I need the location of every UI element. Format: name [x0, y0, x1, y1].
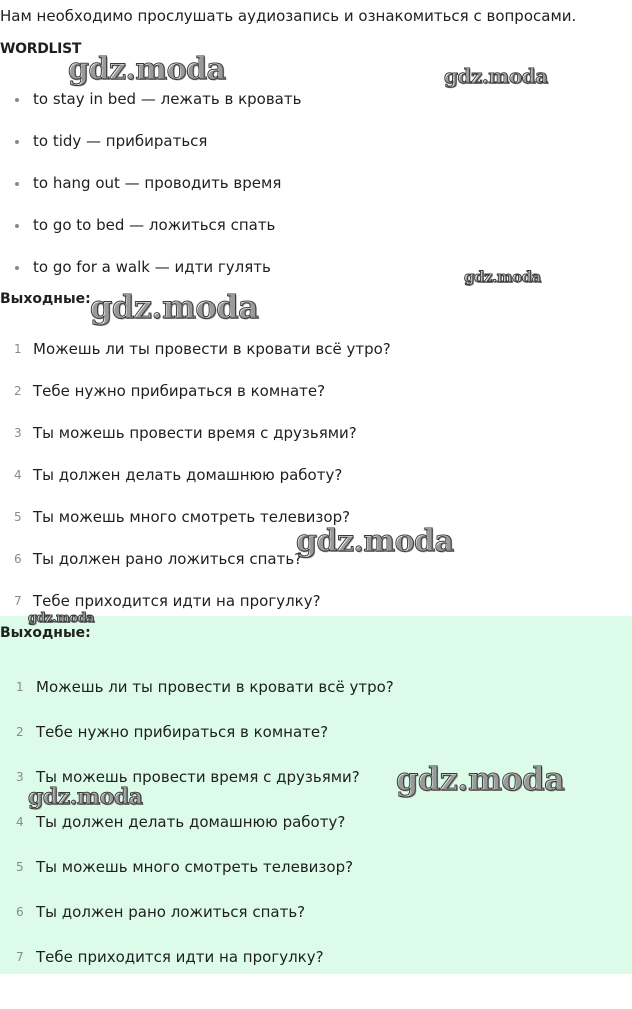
list-item — [0, 86, 301, 128]
list-item — [0, 212, 301, 254]
list-item — [0, 128, 301, 170]
question-text: Ты можешь провести время с друзьями? — [36, 768, 360, 786]
watermark: gdz.moda — [28, 611, 95, 626]
question-item — [0, 462, 391, 504]
question-text: Ты должен рано ложиться спать? — [33, 550, 303, 568]
answer-questions-list — [0, 674, 394, 989]
question-item — [0, 420, 391, 462]
watermark: gdz.moda — [90, 288, 259, 326]
question-item — [0, 899, 394, 944]
bullet-icon — [15, 224, 19, 228]
weekend-title: Выходные: — [0, 291, 91, 307]
watermark: gdz.moda — [396, 760, 565, 798]
question-text: Ты должен делать домашнюю работу? — [33, 466, 343, 484]
wordlist — [0, 86, 301, 296]
question-item — [0, 854, 394, 899]
question-item — [0, 944, 394, 989]
bullet-icon — [15, 98, 19, 102]
question-text: Ты должен делать домашнюю работу? — [36, 813, 346, 831]
question-number: 6 — [14, 552, 22, 566]
question-item — [0, 336, 391, 378]
question-number: 1 — [14, 342, 22, 356]
question-text: Тебе приходится идти на прогулку? — [36, 948, 324, 966]
questions-list — [0, 336, 391, 630]
watermark: gdz.moda — [68, 52, 226, 87]
watermark: gdz.moda — [444, 64, 548, 88]
bullet-icon — [15, 140, 19, 144]
list-item-text: to go to bed — ложиться спать — [33, 216, 276, 234]
question-text: Ты можешь много смотреть телевизор? — [33, 508, 351, 526]
list-item-text: to tidy — прибираться — [33, 132, 208, 150]
question-number: 3 — [16, 770, 24, 784]
question-text: Тебе нужно прибираться в комнате? — [36, 723, 329, 741]
watermark: gdz.moda — [464, 268, 541, 286]
question-number: 5 — [14, 510, 22, 524]
question-item — [0, 809, 394, 854]
weekend-answer-title: Выходные: — [0, 625, 91, 641]
bullet-icon — [15, 266, 19, 270]
question-text: Ты должен рано ложиться спать? — [36, 903, 306, 921]
question-text: Ты можешь много смотреть телевизор? — [36, 858, 354, 876]
watermark: gdz.moda — [296, 524, 454, 559]
question-number: 5 — [16, 860, 24, 874]
list-item-text: to go for a walk — идти гулять — [33, 258, 271, 276]
intro-text: Нам необходимо прослушать аудиозапись и ознакомиться с вопросами. — [0, 7, 577, 25]
list-item — [0, 170, 301, 212]
wordlist-title: WORDLIST — [0, 41, 82, 57]
question-number: 2 — [16, 725, 24, 739]
list-item-text: to hang out — проводить время — [33, 174, 282, 192]
question-text: Можешь ли ты провести в кровати всё утро? — [36, 678, 394, 696]
question-number: 7 — [16, 950, 24, 964]
question-number: 4 — [16, 815, 24, 829]
question-item — [0, 378, 391, 420]
question-number: 3 — [14, 426, 22, 440]
question-text: Тебе приходится идти на прогулку? — [33, 592, 321, 610]
question-text: Можешь ли ты провести в кровати всё утро? — [33, 340, 391, 358]
question-number: 4 — [14, 468, 22, 482]
question-number: 6 — [16, 905, 24, 919]
question-text: Ты можешь провести время с друзьями? — [33, 424, 357, 442]
list-item-text: to stay in bed — лежать в кровать — [33, 90, 302, 108]
question-number: 1 — [16, 680, 24, 694]
question-item — [0, 674, 394, 719]
question-text: Тебе нужно прибираться в комнате? — [33, 382, 326, 400]
bullet-icon — [15, 182, 19, 186]
question-item — [0, 719, 394, 764]
question-number: 7 — [14, 594, 22, 608]
question-number: 2 — [14, 384, 22, 398]
watermark: gdz.moda — [28, 784, 143, 810]
